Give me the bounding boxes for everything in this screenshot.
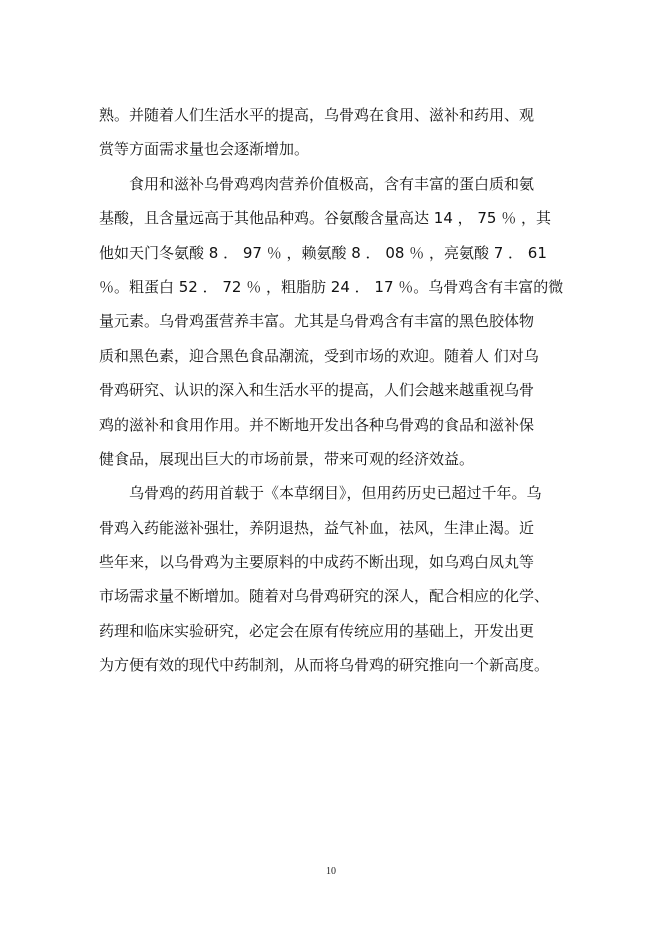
text-line: 赏等方面需求量也会逐渐增加。 <box>99 140 310 159</box>
text-line: 健食品，展现出巨大的市场前景，带来可观的经济效益。 <box>99 449 475 468</box>
paragraph-start-line: 乌骨鸡的药用首载于《本草纲目》，但用药历史已超过千年。乌 <box>129 484 542 503</box>
text-line: 药理和临床实验研究，必定会在原有传统应用的基础上，开发出更 <box>99 621 535 640</box>
text-line: ％。粗蛋白 52 ． 72 ％ ，粗脂肪 24 ． 17 ％。乌骨鸡含有丰富的微 <box>99 277 564 296</box>
page-number: 10 <box>326 866 336 877</box>
text-line: 些年来，以乌骨鸡为主要原料的中成药不断出现，如乌鸡白凤丸等 <box>99 553 535 572</box>
text-line: 骨鸡研究、认识的深入和生活水平的提高，人们会越来越重视乌骨 <box>99 381 535 400</box>
text-line: 市场需求量不断增加。随着对乌骨鸡研究的深人，配合相应的化学、 <box>99 587 550 606</box>
body-text <box>99 98 569 683</box>
text-line: 基酸，且含量远高于其他品种鸡。谷氨酸含量高达 14 ， 75 ％ ，其 <box>99 209 552 228</box>
text-line: 他如天门冬氨酸 8 ． 97 ％ ，赖氨酸 8 ． 08 ％ ，亮氨酸 7 ． 61 <box>99 243 547 262</box>
paragraph-start-line: 食用和滋补乌骨鸡鸡肉营养价值极高，含有丰富的蛋白质和氨 <box>129 174 535 193</box>
text-line: 量元素。乌骨鸡蛋营养丰富。尤其是乌骨鸡含有丰富的黑色胶体物 <box>99 312 535 331</box>
text-line: 骨鸡入药能滋补强壮，养阴退热，益气补血，祛风，生津止渴。近 <box>99 518 535 537</box>
text-line: 质和黑色素，迎合黑色食品潮流，受到市场的欢迎。随着人 们对乌 <box>99 346 539 365</box>
text-line: 熟。并随着人们生活水平的提高，乌骨鸡在食用、滋补和药用、观 <box>99 106 535 124</box>
text-line: 为方便有效的现代中药制剂，从而将乌骨鸡的研究推向一个新高度。 <box>99 656 550 675</box>
text-line: 鸡的滋补和食用作用。并不断地开发出各种乌骨鸡的食品和滋补保 <box>99 415 535 434</box>
